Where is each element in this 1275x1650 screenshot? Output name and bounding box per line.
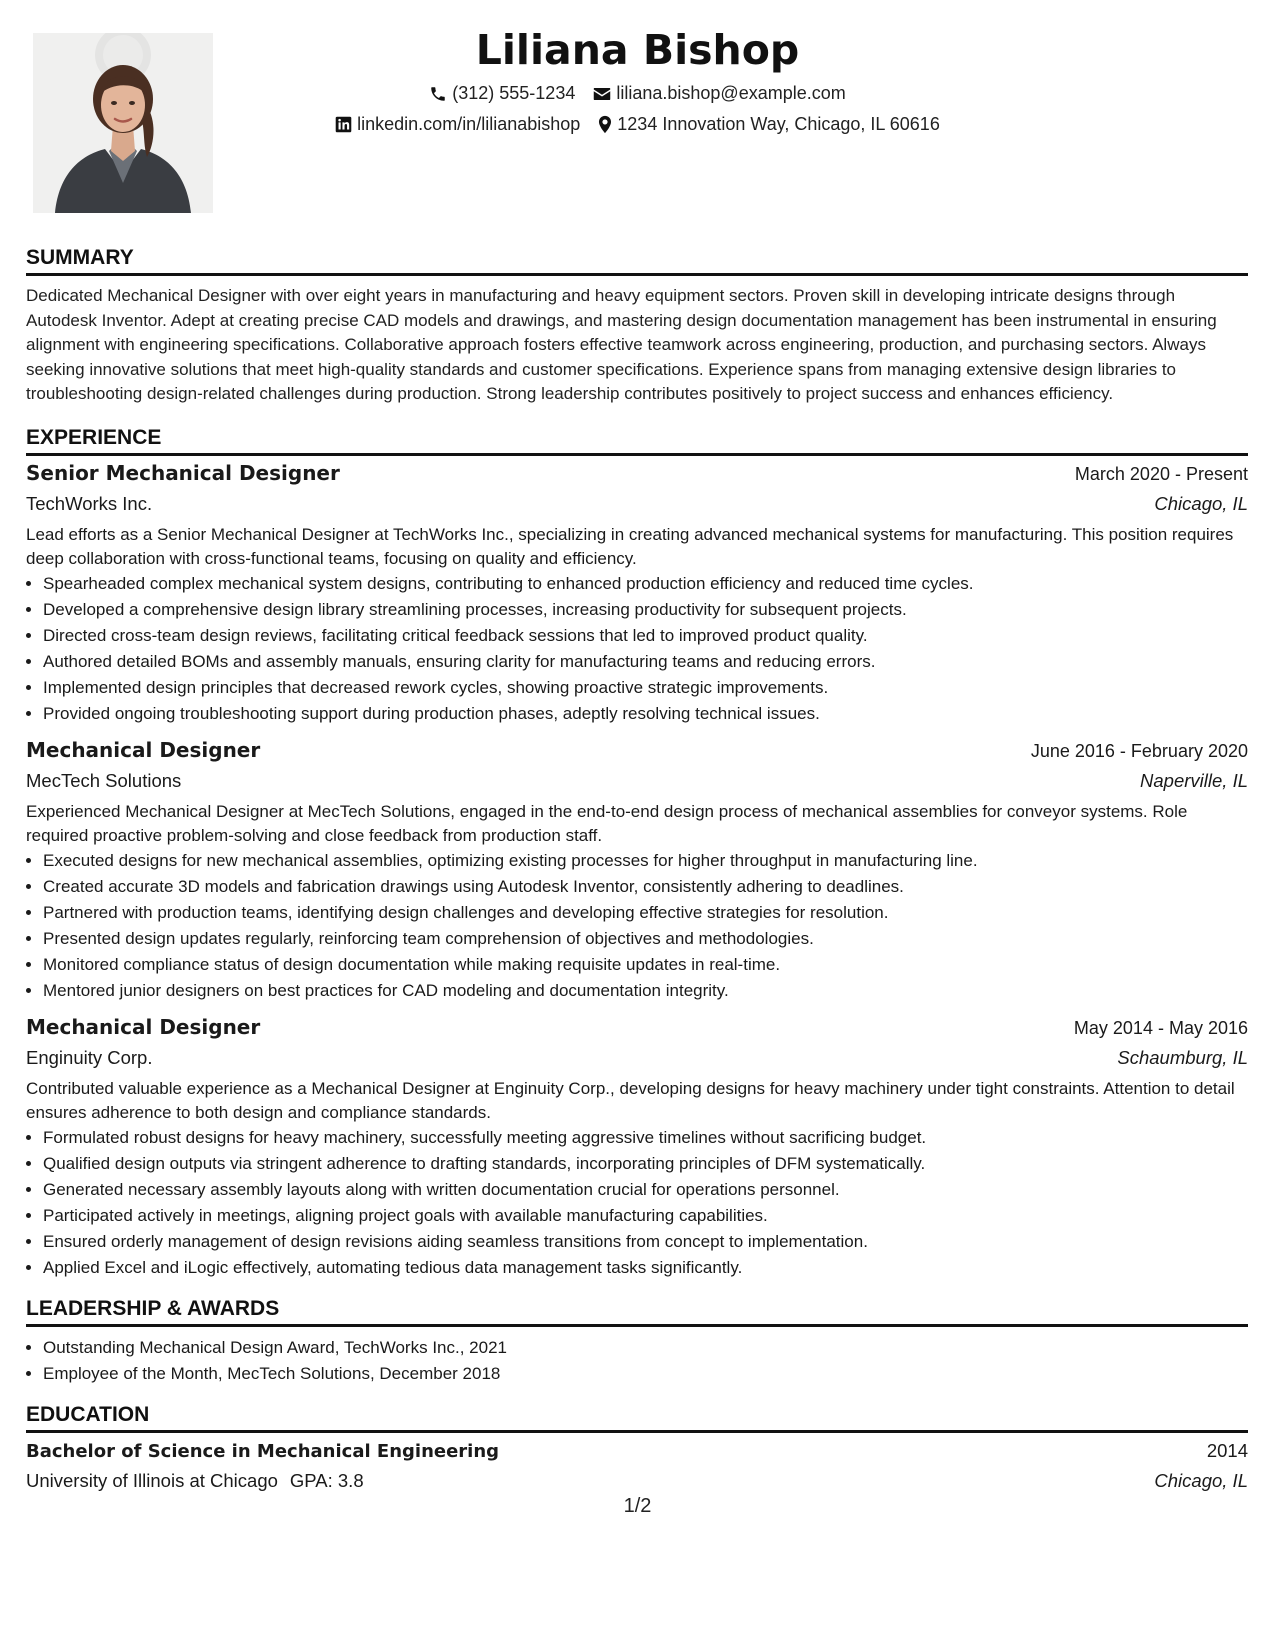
list-item: • Monitored compliance status of design documentation while making requisite updates in real-time. [43, 952, 1248, 978]
education-school-row [26, 1466, 1248, 1496]
job-company-row [26, 766, 1248, 796]
page-number: 1/2 [623, 1495, 652, 1517]
education-section [26, 1401, 1248, 1496]
job-entry [26, 458, 1248, 727]
awards-section [26, 1295, 1248, 1387]
list-item: • Presented design updates regularly, reinforcing team comprehension of objectives and methodologies. [43, 926, 1248, 952]
candidate-name: Liliana Bishop [475, 26, 800, 74]
company-name: TechWorks Inc. [26, 492, 153, 514]
company-name: MecTech Solutions [26, 769, 182, 791]
map-marker-icon [598, 115, 612, 134]
job-location: Schaumburg, IL [1117, 1046, 1248, 1068]
phone-contact [429, 78, 575, 109]
section-heading-experience: EXPERIENCE [26, 424, 1248, 456]
envelope-icon [593, 86, 611, 102]
job-bullets [26, 1125, 1248, 1281]
list-item: • Mentored junior designers on best practices for CAD modeling and documentation integrity. [43, 978, 1248, 1004]
job-location: Naperville, IL [1140, 769, 1248, 791]
list-item: • Directed cross-team design reviews, facilitating critical feedback sessions that led to improved product quality. [43, 623, 1248, 649]
school-name: University of Illinois at Chicago [26, 1469, 278, 1491]
list-item: • Spearheaded complex mechanical system designs, contributing to enhanced production efficiency and reduced time cycles. [43, 571, 1248, 597]
contact-line-2 [0, 109, 1275, 140]
resume-body [26, 244, 1248, 1496]
job-title: Mechanical Designer [26, 737, 261, 762]
phone-number: (312) 555-1234 [452, 83, 576, 103]
list-item: • Employee of the Month, MecTech Solutions, December 2018 [43, 1361, 1248, 1387]
job-dates: March 2020 - Present [1074, 463, 1248, 484]
list-item: • Implemented design principles that decreased rework cycles, showing proactive strategic improvements. [43, 675, 1248, 701]
linkedin-icon [335, 116, 352, 133]
job-description: Experienced Mechanical Designer at MecTech Solutions, engaged in the end-to-end design process of mechanical assemblies for conveyor systems. Role required proactive problem-solving and close feedback from production staff. [26, 801, 1188, 845]
job-entry [26, 1012, 1248, 1281]
resume-header [0, 22, 1275, 140]
job-header-row [26, 458, 1248, 489]
linkedin-contact[interactable] [335, 109, 580, 140]
job-dates: May 2014 - May 2016 [1073, 1017, 1248, 1038]
experience-section [26, 424, 1248, 1281]
list-item: • Qualified design outputs via stringent adherence to drafting standards, incorporating principles of DFM systematically. [43, 1151, 1248, 1177]
education-degree-row [26, 1437, 1248, 1466]
list-item: • Participated actively in meetings, aligning project goals with available manufacturing capabilities. [43, 1203, 1248, 1229]
summary-section [26, 244, 1248, 407]
list-item: • Authored detailed BOMs and assembly manuals, ensuring clarity for manufacturing teams and reducing errors. [43, 649, 1248, 675]
job-title: Senior Mechanical Designer [26, 460, 340, 485]
degree-name: Bachelor of Science in Mechanical Engineering [26, 1440, 500, 1462]
contact-line-1 [0, 78, 1275, 109]
job-dates: June 2016 - February 2020 [1030, 740, 1248, 761]
job-entry [26, 735, 1248, 1004]
summary-text: Dedicated Mechanical Designer with over eight years in manufacturing and heavy equipment sectors. Proven skill in developing intricate designs through Autodesk Inventor. Adept at creating precise CAD models and drawings, and mastering design documentation management has been instrumental in ensuring alignment with engineering specifications. Collaborative approach fosters effective teamwork across engineering, production, and purchasing sectors. Always seeking innovative solutions that meet high-quality standards and customer specifications. Experience spans from managing extensive design libraries to troubleshooting design-related challenges during production. Strong leadership contributes positively to project success and enhances efficiency. [26, 286, 1217, 403]
job-location: Chicago, IL [1154, 492, 1248, 514]
gpa: GPA: 3.8 [289, 1469, 364, 1491]
list-item: • Generated necessary assembly layouts along with written documentation crucial for operations personnel. [43, 1177, 1248, 1203]
list-item: • Developed a comprehensive design library streamlining processes, increasing productivity for subsequent projects. [43, 597, 1248, 623]
list-item: • Created accurate 3D models and fabrication drawings using Autodesk Inventor, consistently adhering to deadlines. [43, 874, 1248, 900]
job-description: Contributed valuable experience as a Mechanical Designer at Enginuity Corp., developing designs for heavy machinery under tight constraints. Attention to detail ensures adherence to both design and compliance standards. [26, 1078, 1235, 1122]
job-bullets [26, 571, 1248, 727]
linkedin-url[interactable]: linkedin.com/in/lilianabishop [357, 114, 581, 134]
awards-list [26, 1335, 1248, 1387]
job-header-row [26, 1012, 1248, 1043]
school-location: Chicago, IL [1154, 1469, 1248, 1491]
job-header-row [26, 735, 1248, 766]
list-item: • Partnered with production teams, identifying design challenges and developing effective strategies for resolution. [43, 900, 1248, 926]
list-item: • Formulated robust designs for heavy machinery, successfully meeting aggressive timelines without sacrificing budget. [43, 1125, 1248, 1151]
section-heading-summary: SUMMARY [26, 244, 1248, 276]
job-company-row [26, 1043, 1248, 1073]
job-title: Mechanical Designer [26, 1014, 261, 1039]
email-address[interactable]: liliana.bishop@example.com [616, 83, 846, 103]
job-bullets [26, 848, 1248, 1004]
street-address: 1234 Innovation Way, Chicago, IL 60616 [617, 114, 940, 134]
phone-icon [429, 85, 447, 103]
list-item: • Ensured orderly management of design revisions aiding seamless transitions from concept to implementation. [43, 1229, 1248, 1255]
list-item: • Provided ongoing troubleshooting support during production phases, adeptly resolving technical issues. [43, 701, 1248, 727]
list-item: • Applied Excel and iLogic effectively, automating tedious data management tasks significantly. [43, 1255, 1248, 1281]
list-item: • Executed designs for new mechanical assemblies, optimizing existing processes for higher throughput in manufacturing line. [43, 848, 1248, 874]
job-company-row [26, 489, 1248, 519]
address-contact [598, 109, 940, 140]
email-contact[interactable] [593, 78, 845, 109]
company-name: Enginuity Corp. [26, 1046, 153, 1068]
section-heading-awards: LEADERSHIP & AWARDS [26, 1295, 1248, 1327]
job-description: Lead efforts as a Senior Mechanical Designer at TechWorks Inc., specializing in creating advanced mechanical systems for manufacturing. This position requires deep collaboration with cross-functional teams, focusing on quality and efficiency. [26, 524, 1234, 568]
school-info [26, 1467, 364, 1495]
list-item: • Outstanding Mechanical Design Award, TechWorks Inc., 2021 [43, 1335, 1248, 1361]
section-heading-education: EDUCATION [26, 1401, 1248, 1433]
graduation-year: 2014 [1206, 1439, 1248, 1461]
